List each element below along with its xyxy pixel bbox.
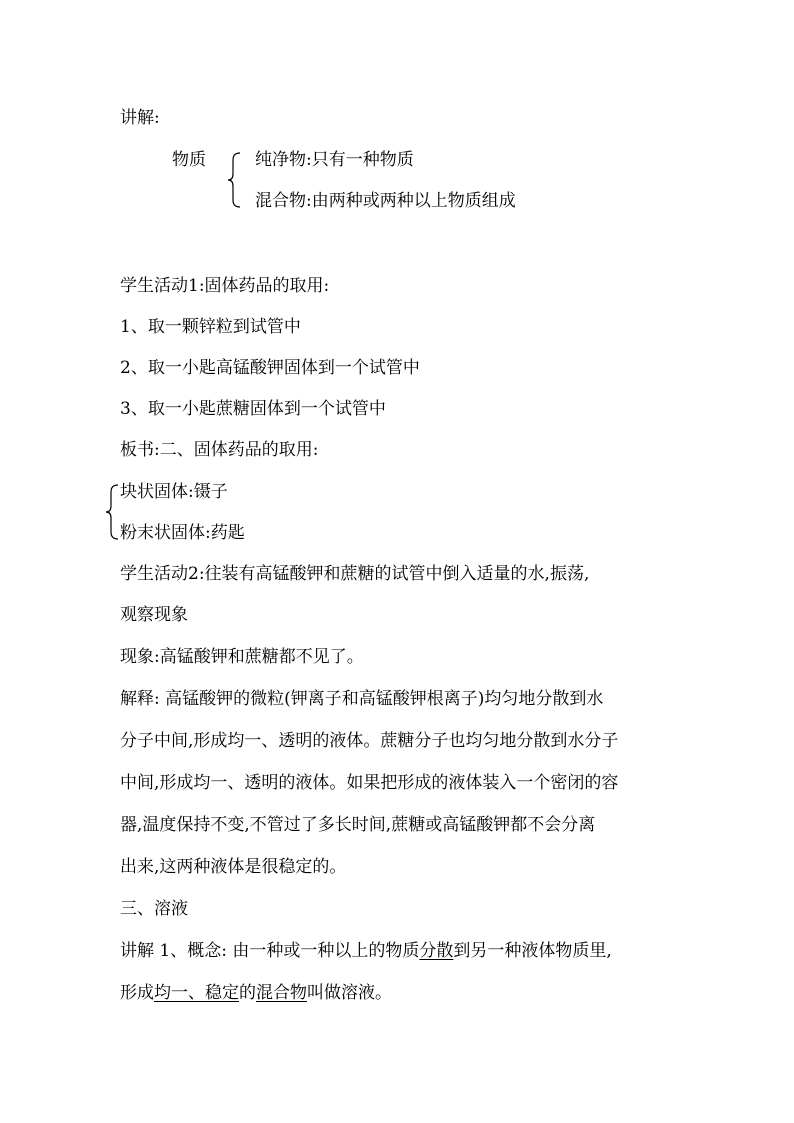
board-note-title: 板书:二、固体药品的取用: — [120, 440, 319, 460]
underlined-term: 分散 — [419, 941, 454, 961]
activity2-line-2: 观察现象 — [120, 605, 188, 625]
explanation-line-4: 器,温度保持不变,不管过了多长时间,蔗糖或高锰酸钾都不会分离 — [120, 815, 596, 835]
explanation-line-3: 中间,形成均一、透明的液体。如果把形成的液体装入一个密闭的容 — [120, 773, 619, 793]
activity1-title: 学生活动1:固体药品的取用: — [120, 276, 330, 296]
underlined-term: 混合物 — [256, 983, 307, 1003]
matter-root-label: 物质 — [172, 150, 206, 170]
phenomenon-text: 现象:高锰酸钾和蔗糖都不见了。 — [120, 647, 364, 667]
explanation-line-2: 分子中间,形成均一、透明的液体。蔗糖分子也均匀地分散到水分子 — [120, 731, 619, 751]
activity1-step-3: 3、取一小匙蔗糖固体到一个试管中 — [120, 399, 386, 419]
section3-heading: 三、溶液 — [120, 899, 188, 919]
concept-text: 叫做溶液。 — [307, 983, 392, 1003]
activity2-line-1: 学生活动2:往装有高锰酸钾和蔗糖的试管中倒入适量的水,振荡, — [120, 564, 590, 584]
concept-text: 到另一种液体物质里, — [453, 941, 612, 961]
underlined-term: 均一、稳定 — [154, 983, 239, 1003]
left-brace-icon — [226, 152, 242, 208]
concept-text: 形成 — [120, 983, 154, 1003]
concept-line-1 — [120, 941, 612, 961]
explanation-line-5: 出来,这两种液体是很稳定的。 — [120, 857, 347, 877]
left-brace-icon — [104, 484, 120, 540]
concept-line-2 — [120, 983, 392, 1003]
powder-solid-text: 粉末状固体:药匙 — [120, 523, 245, 543]
activity1-step-2: 2、取一小匙高锰酸钾固体到一个试管中 — [120, 358, 420, 378]
activity1-step-1: 1、取一颗锌粒到试管中 — [120, 317, 301, 337]
mixture-text: 混合物:由两种或两种以上物质组成 — [255, 191, 516, 211]
concept-text: 讲解 1、概念: 由一种或一种以上的物质 — [120, 941, 420, 961]
pure-substance-text: 纯净物:只有一种物质 — [255, 150, 414, 170]
concept-text: 的 — [239, 983, 256, 1003]
explain-heading: 讲解: — [120, 108, 160, 128]
explanation-line-1: 解释: 高锰酸钾的微粒(钾离子和高锰酸钾根离子)均匀地分散到水 — [120, 689, 604, 709]
block-solid-text: 块状固体:镊子 — [120, 482, 228, 502]
